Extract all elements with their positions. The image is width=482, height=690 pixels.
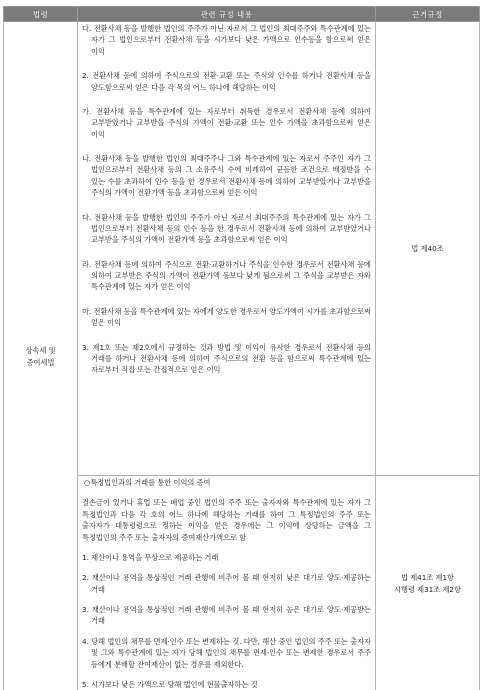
paragraph: 2. 전환사채 등에 의하여 주식으로의 전환·교환 또는 주식의 인수를 하거나 전환사채 등을 양도함으로써 얻은 다음 각 목의 어느 하나에 해당하는 이익 bbox=[82, 71, 371, 92]
regulation-table bbox=[3, 6, 480, 690]
basis-line2: 시행령 제31조 제2항 bbox=[394, 584, 461, 594]
header-content: 관련 규정 내용 bbox=[78, 7, 376, 22]
table-header-row bbox=[4, 7, 480, 22]
list-item: 3. 재산이나 용역을 통상적인 거래 관행에 비추어 볼 때 현저히 높은 대가로 양도·제공받는 거래 bbox=[82, 605, 371, 626]
list-item: 2. 재산이나 용역을 통상적인 거래 관행에 비추어 볼 때 현저히 낮은 대가로 양도·제공하는 거래 bbox=[82, 573, 371, 594]
paragraph: 3. 제1호 또는 제2호에서 규정하는 것과 방법 및 이익이 유사한 경우로서 전환사채 등의 거래를 하거나 전환사채 등에 의하여 주식으로의 전환 등을 함으로써 특수관계에 있는 자로부터 직접 또는 간접적으로 얻은 이익 bbox=[82, 342, 371, 375]
paragraph: 마. 전환사채 등을 특수관계에 있는 자에게 양도한 경우로서 양도가액이 시가를 초과함으로써 얻은 이익 bbox=[82, 306, 371, 328]
section-heading: ○특정법인과의 거래를 통한 이익의 증여 bbox=[84, 478, 211, 487]
basis-cell-art41 bbox=[376, 476, 480, 690]
content-cell-art40 bbox=[78, 22, 376, 476]
paragraph: 나. 전환사채 등을 발행한 법인의 최대주주나 그와 특수관계에 있는 자로서 주주인 자가 그 법인으로부터 전환사채 등의 그 소유주식 수에 비례하여 균등한 조건으로 배정받을 수 있는 수를 초과하여 인수 등을 한 경우로서 전환사채 등에 의하여 교부받았거나 교부받을 주식의 가액이 전환가액 등을 초과함으로써 얻은 이익 bbox=[82, 154, 371, 198]
list-item: 4. 당해 법인의 채무를 면제·인수 또는 변제하는 것. 다만, 해산 중인 법인의 주주 또는 출자자 및 그와 특수관계에 있는 자가 당해 법인의 채무를 면제·인수 또는 변제한 경우로서 주주 등에게 분배할 잔여재산이 없는 경우를 제외한다. bbox=[82, 636, 371, 669]
basis-cell-art40: 법 제40조 bbox=[376, 22, 480, 476]
law-name-line2: 증여세법 bbox=[26, 357, 55, 367]
list-item: 1. 재산이나 용역을 무상으로 제공하는 거래 bbox=[82, 552, 219, 562]
paragraph: 다. 전환사채 등을 발행한 법인의 주주가 아닌 자로서 그 법인의 최대주주와 특수관계에 있는 자가 그 법인으로부터 전환사채 등을 시가보다 낮은 가액으로 인수등을 함으로써 얻은 이익 bbox=[82, 24, 371, 56]
paragraph: 가. 전환사채 등을 특수관계에 있는 자로부터 취득한 경우로서 전환사채 등에 의하여 교부받았거나 교부받을 주식의 가액이 전환·교환 또는 인수 가액을 초과함으로써 얻은 이익 bbox=[82, 106, 371, 139]
list-item: 5. 시가보다 낮은 가액으로 당해 법인에 현물출자하는 것 bbox=[82, 679, 258, 689]
header-basis: 근거규정 bbox=[376, 7, 480, 22]
content-cell-art41 bbox=[78, 476, 376, 690]
law-name-cell bbox=[4, 22, 78, 690]
header-law: 법령 bbox=[4, 7, 78, 22]
basis-line1: 법 제41조 제1항 bbox=[400, 573, 454, 583]
law-name-line1: 상속세 및 bbox=[25, 346, 56, 356]
paragraph: 다. 전환사채 등을 발행한 법인의 주주가 아닌 자로서 최대주주의 특수관계에 있는 자가 그 법인으로부터 전환사채 등의 인수 등을 한 경우로서 전환사채 등에 의하여 교부받았거나 교부받을 주식의 가액이 전환가액 등을 초과함으로써 얻은 이익 bbox=[82, 212, 371, 245]
body-paragraph: 결손금이 있거나 휴업 또는 폐업 중인 법인의 주주 또는 출자자와 특수관계에 있는 자가 그 특정법인과 다음 각 호의 어느 하나에 해당하는 거래를 하여 그 특정법인의 주주 또는 출자자가 대통령령으로 정하는 이익을 얻은 경우에는 그 이익에 상당하는 금액을 그 특정법인의 주주 또는 출자자의 증여재산가액으로 함 bbox=[82, 498, 371, 542]
paragraph: 라. 전환사채 등에 의하여 주식으로 전환·교환하거나 주식을 인수한 경우로서 전환사채 등에 의하여 교부받은 주식의 가액이 전환가액 등보다 낮게 됨으로써 그 주식을 교부받은 자와 특수관계에 있는 자가 얻은 이익 bbox=[82, 259, 371, 292]
table-row bbox=[4, 22, 480, 476]
